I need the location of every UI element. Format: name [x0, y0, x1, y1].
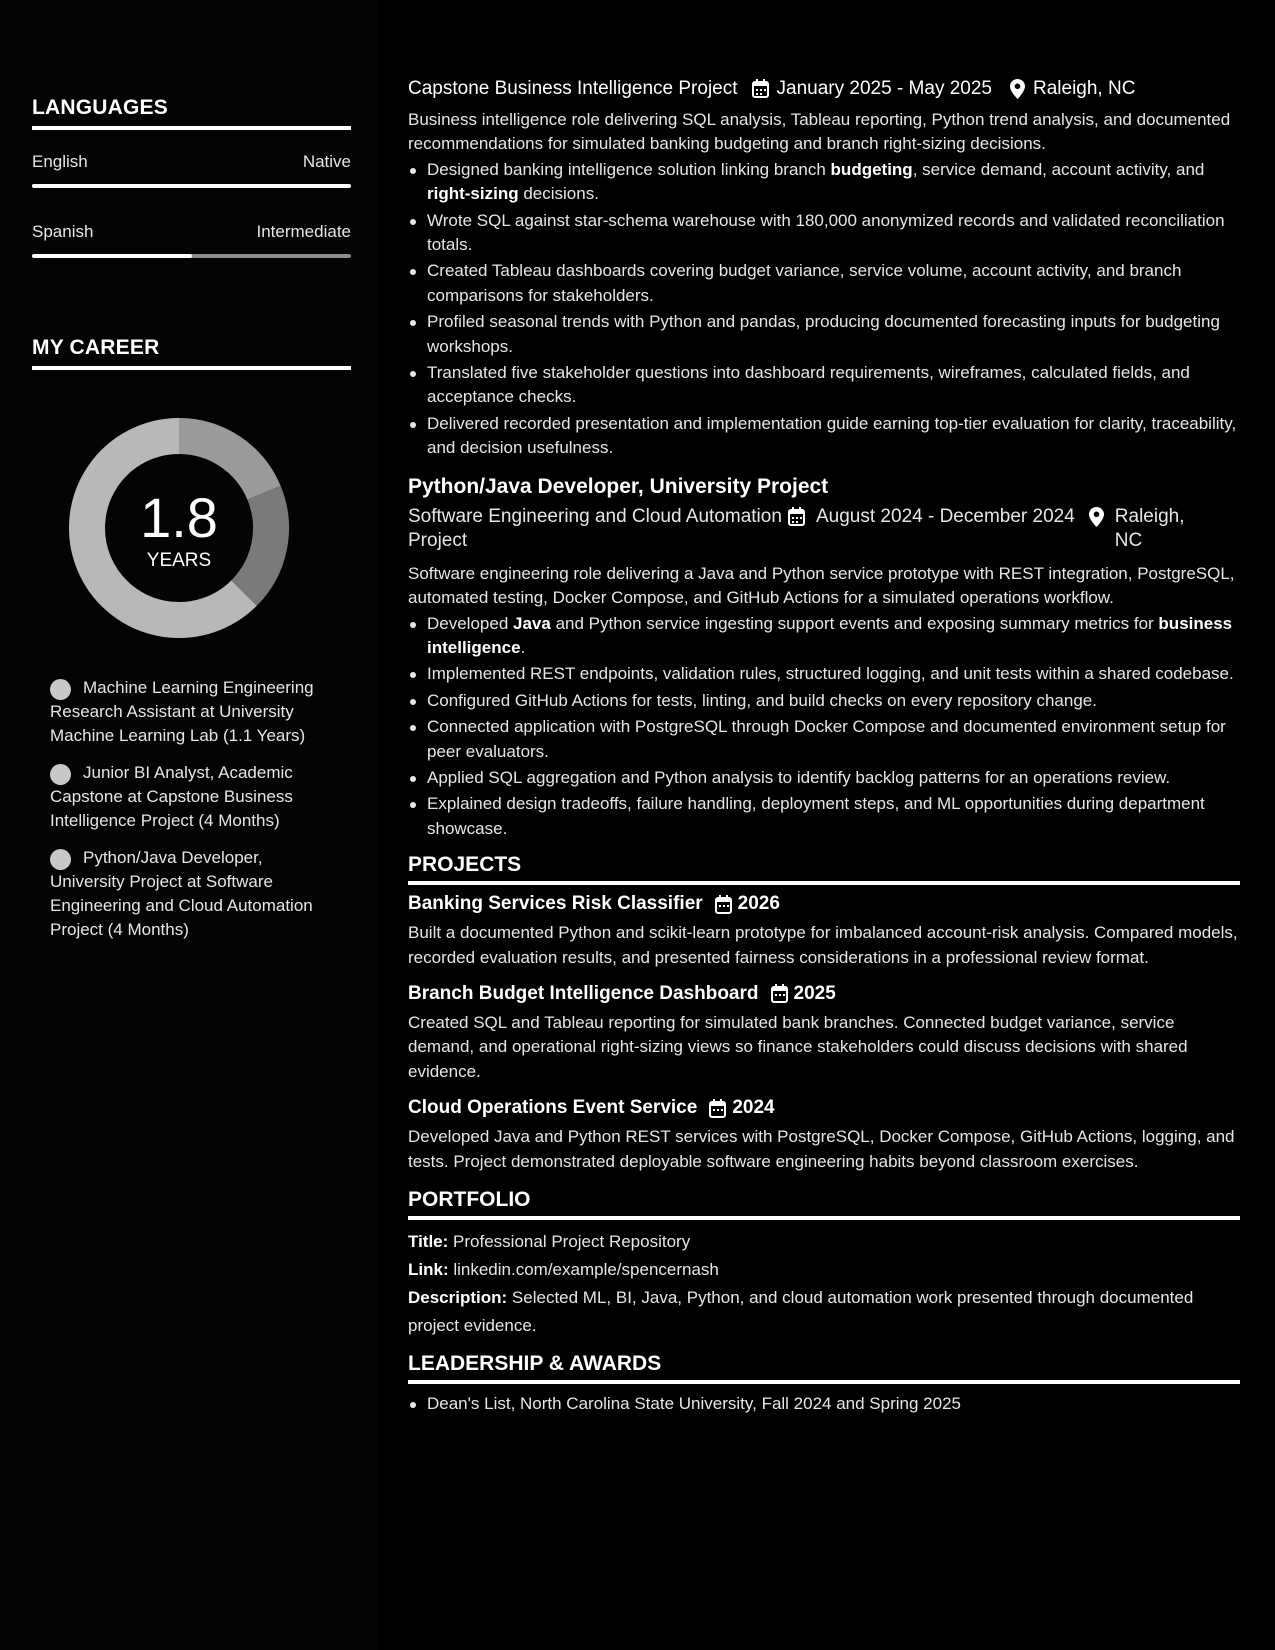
language-fill-spanish [32, 254, 192, 258]
job2-header [408, 505, 1240, 553]
project-header [408, 893, 1240, 915]
job1-dates: January 2025 - May 2025 [776, 78, 992, 99]
career-donut [64, 413, 294, 643]
language-level: Intermediate [256, 222, 351, 241]
job1-summary: Business intelligence role delivering SQL analysis, Tableau reporting, Python trend analysis, and documented recommendations for simulated banking budgeting and branch right-sizing decisions. [408, 110, 1231, 154]
project-description: Built a documented Python and scikit-learn prototype for imbalanced account-risk analysis. Compared models, recorded evaluation results, and presented fairness considerations in a professional review format. [408, 923, 1238, 967]
project-year: 2024 [732, 1097, 775, 1119]
project-name: Cloud Operations Event Service [408, 1097, 698, 1119]
job2-dates: August 2024 - December 2024 [816, 505, 1075, 527]
career-title: MY CAREER [32, 336, 351, 370]
language-level: Native [302, 152, 351, 171]
list-item: Applied SQL aggregation and Python analysis to identify backlog patterns for an operations review. [408, 766, 1240, 790]
career-item: Machine Learning Engineering Research Assistant at University Machine Learning Lab (1.1 Years) [50, 678, 314, 745]
career-list [50, 676, 330, 955]
job1-bullets [408, 158, 1240, 461]
project-description: Created SQL and Tableau reporting for simulated bank branches. Connected budget variance, service demand, and operational right-sizing views so finance stakeholders could discuss decisions with shared evidence. [408, 1012, 1188, 1081]
project-name: Branch Budget Intelligence Dashboard [408, 982, 759, 1004]
sidebar [0, 0, 378, 1650]
job2-bullets [408, 612, 1240, 842]
job2-location: Raleigh, NC [1114, 505, 1185, 551]
list-item: Wrote SQL against star-schema warehouse with 180,000 anonymized records and validated reconciliation totals. [408, 209, 1240, 258]
list-item: Delivered recorded presentation and implementation guide earning top-tier evaluation for clarity, traceability, and decision usefulness. [408, 412, 1240, 461]
list-item: Translated five stakeholder questions into dashboard requirements, wireframes, calculated fields, and acceptance checks. [408, 361, 1240, 410]
languages-section [32, 96, 351, 258]
job1-header [408, 78, 1240, 100]
project-header [408, 983, 1240, 1005]
list-item: Dean's List, North Carolina State University, Fall 2024 and Spring 2025 [408, 1392, 1240, 1416]
language-fill-english [32, 184, 351, 188]
list-item: Implemented REST endpoints, validation rules, structured logging, and unit tests within a shared codebase. [408, 662, 1240, 686]
bullet-dot-icon [50, 679, 71, 700]
project-description: Developed Java and Python REST services with PostgreSQL, Docker Compose, GitHub Actions, logging, and tests. Project demonstrated deployable software engineering habits beyond classroom exercises. [408, 1127, 1235, 1171]
project-name: Banking Services Risk Classifier [408, 893, 703, 915]
calendar-icon [788, 505, 808, 553]
career-item: Junior BI Analyst, Academic Capstone at Capstone Business Intelligence Project (4 Months) [50, 763, 293, 830]
job1-company: Capstone Business Intelligence Project [408, 78, 738, 99]
language-spanish [32, 222, 351, 242]
list-item: Designed banking intelligence solution linking branch budgeting, service demand, account activity, and right-sizing decisions. [408, 158, 1240, 207]
project-year: 2025 [793, 982, 836, 1004]
language-english [32, 152, 351, 172]
career-item: Python/Java Developer, University Project at Software Engineering and Cloud Automation Project (4 Months) [50, 848, 313, 939]
portfolio-title: PORTFOLIO [408, 1188, 1240, 1220]
main-content [378, 0, 1275, 1650]
portfolio-link-row: Link: linkedin.com/example/spencernash [408, 1260, 719, 1279]
list-item: Profiled seasonal trends with Python and pandas, producing documented forecasting inputs for budgeting workshops. [408, 310, 1240, 359]
career-section [32, 336, 351, 370]
map-pin-icon [1010, 78, 1025, 100]
list-item: Connected application with PostgreSQL through Docker Compose and documented environment setup for peer evaluators. [408, 715, 1240, 764]
job1-location: Raleigh, NC [1033, 78, 1136, 99]
awards-title: LEADERSHIP & AWARDS [408, 1352, 1240, 1384]
career-years-unit: YEARS [146, 550, 212, 571]
calendar-icon [709, 1097, 726, 1119]
list-item: Explained design tradeoffs, failure handling, deployment steps, and ML opportunities during department showcase. [408, 792, 1240, 841]
language-bar-english [32, 184, 351, 188]
job2-summary: Software engineering role delivering a Java and Python service prototype with REST integration, PostgreSQL, automated testing, Docker Compose, and GitHub Actions for a simulated operations workflow. [408, 563, 1235, 608]
job2-title: Python/Java Developer, University Project [408, 474, 829, 498]
portfolio-description-row: Description: Selected ML, BI, Java, Python, and cloud automation work presented through documented project evidence. [408, 1288, 1194, 1335]
project-header [408, 1097, 1240, 1119]
languages-title: LANGUAGES [32, 96, 351, 130]
language-name: Spanish [32, 222, 94, 241]
list-item: Configured GitHub Actions for tests, linting, and build checks on every repository change. [408, 689, 1240, 713]
map-pin-icon [1089, 505, 1107, 553]
project-year: 2026 [737, 893, 780, 915]
list-item: Developed Java and Python service ingesting support events and exposing summary metrics for business intelligence. [408, 612, 1240, 661]
portfolio-section [408, 1228, 1240, 1340]
portfolio-link[interactable]: linkedin.com/example/spencernash [453, 1260, 719, 1279]
language-name: English [32, 152, 88, 171]
calendar-icon [752, 78, 769, 100]
career-years-value: 1.8 [140, 486, 218, 549]
bullet-dot-icon [50, 849, 71, 870]
job2-company: Software Engineering and Cloud Automation Project [408, 505, 782, 551]
list-item: Created Tableau dashboards covering budget variance, service volume, account activity, and branch comparisons for stakeholders. [408, 259, 1240, 308]
portfolio-title-row: Title: Professional Project Repository [408, 1232, 691, 1251]
bullet-dot-icon [50, 764, 71, 785]
language-bar-spanish [32, 254, 351, 258]
projects-title: PROJECTS [408, 853, 1240, 885]
awards-list [408, 1392, 1240, 1416]
calendar-icon [771, 983, 788, 1005]
calendar-icon [715, 893, 732, 915]
